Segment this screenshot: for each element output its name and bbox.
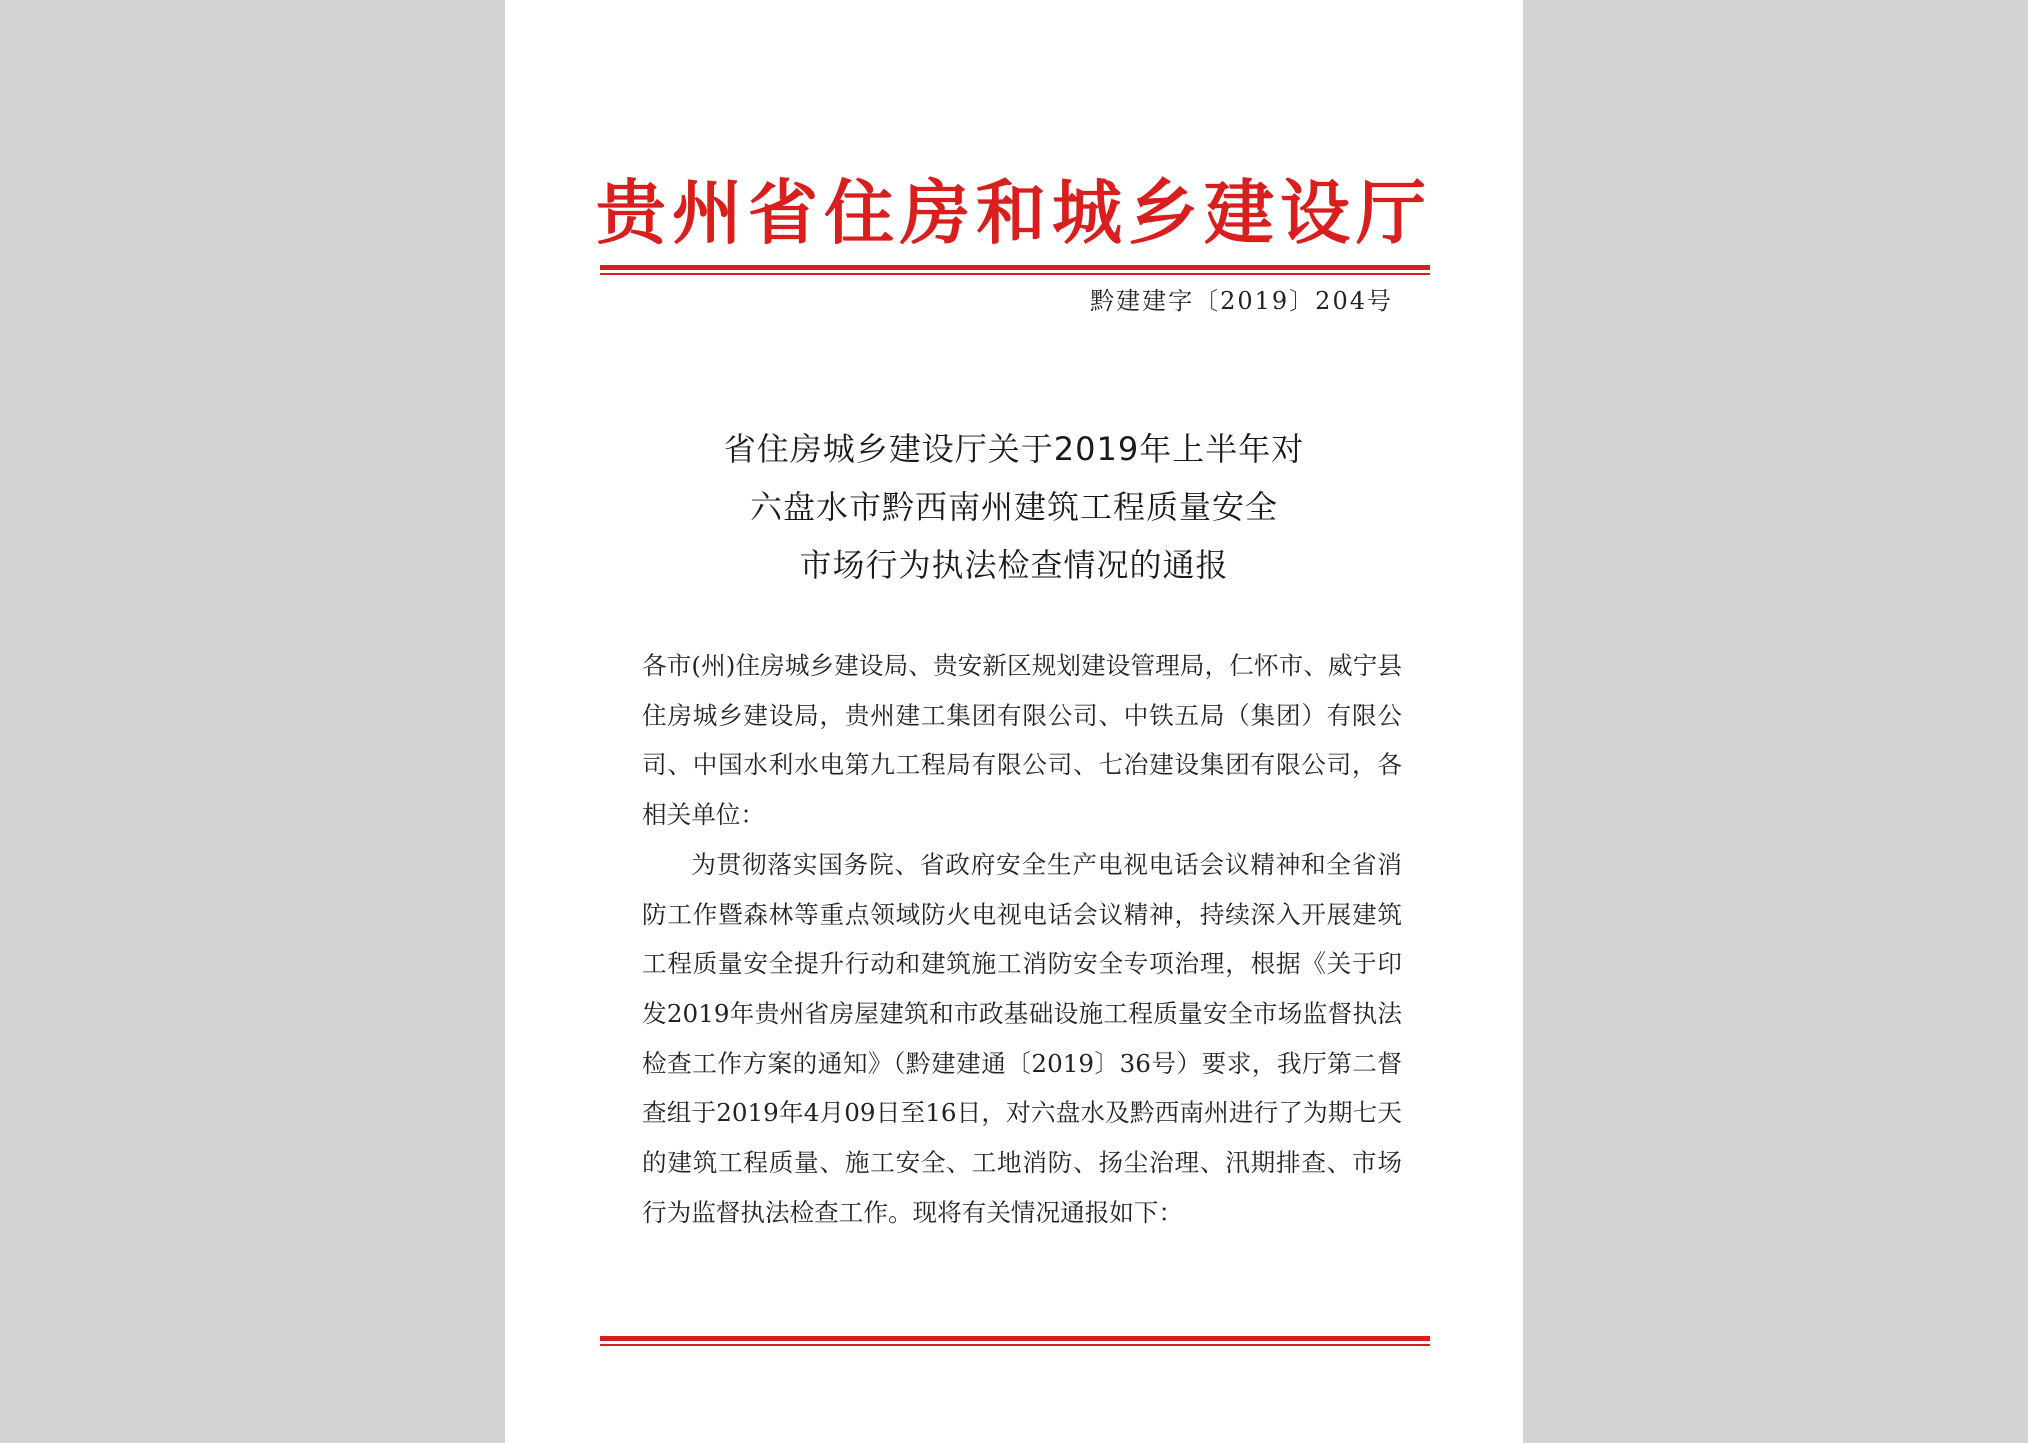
header-red-rule	[600, 265, 1430, 275]
document-page	[505, 0, 1523, 1443]
document-body	[642, 641, 1402, 1237]
footer-red-rule	[600, 1336, 1430, 1346]
footer-rule-thin-line	[600, 1344, 1430, 1346]
document-title	[505, 420, 1523, 594]
body-paragraph: 为贯彻落实国务院、省政府安全生产电视电话会议精神和全省消防工作暨森林等重点领域防火电视电话会议精神，持续深入开展建筑工程质量安全提升行动和建筑施工消防安全专项治理，根据《关于印发2019年贵州省房屋建筑和市政基础设施工程质量安全市场监督执法检查工作方案的通知》（黔建建通〔2019〕36号）要求，我厅第二督查组于2019年4月09日至16日，对六盘水及黔西南州进行了为期七天的建筑工程质量、施工安全、工地消防、扬尘治理、汛期排查、市场行为监督执法检查工作。现将有关情况通报如下：	[642, 849, 1402, 1227]
header-rule-thick-line	[600, 265, 1430, 270]
title-line-3: 市场行为执法检查情况的通报	[799, 546, 1229, 584]
agency-header: 贵州省住房和城乡建设厅	[596, 172, 1432, 254]
footer-rule-thick-line	[600, 1336, 1430, 1341]
title-line-1: 省住房城乡建设厅关于2019年上半年对	[723, 430, 1305, 468]
header-rule-thin-line	[600, 273, 1430, 275]
addressee-paragraph: 各市(州)住房城乡建设局、贵安新区规划建设管理局，仁怀市、威宁县住房城乡建设局，贵州建工集团有限公司、中铁五局（集团）有限公司、中国水利水电第九工程局有限公司、七冶建设集团有限公司，各相关单位：	[642, 651, 1402, 830]
title-line-2: 六盘水市黔西南州建筑工程质量安全	[749, 488, 1278, 526]
document-number: 黔建建字〔2019〕204号	[1090, 287, 1393, 315]
